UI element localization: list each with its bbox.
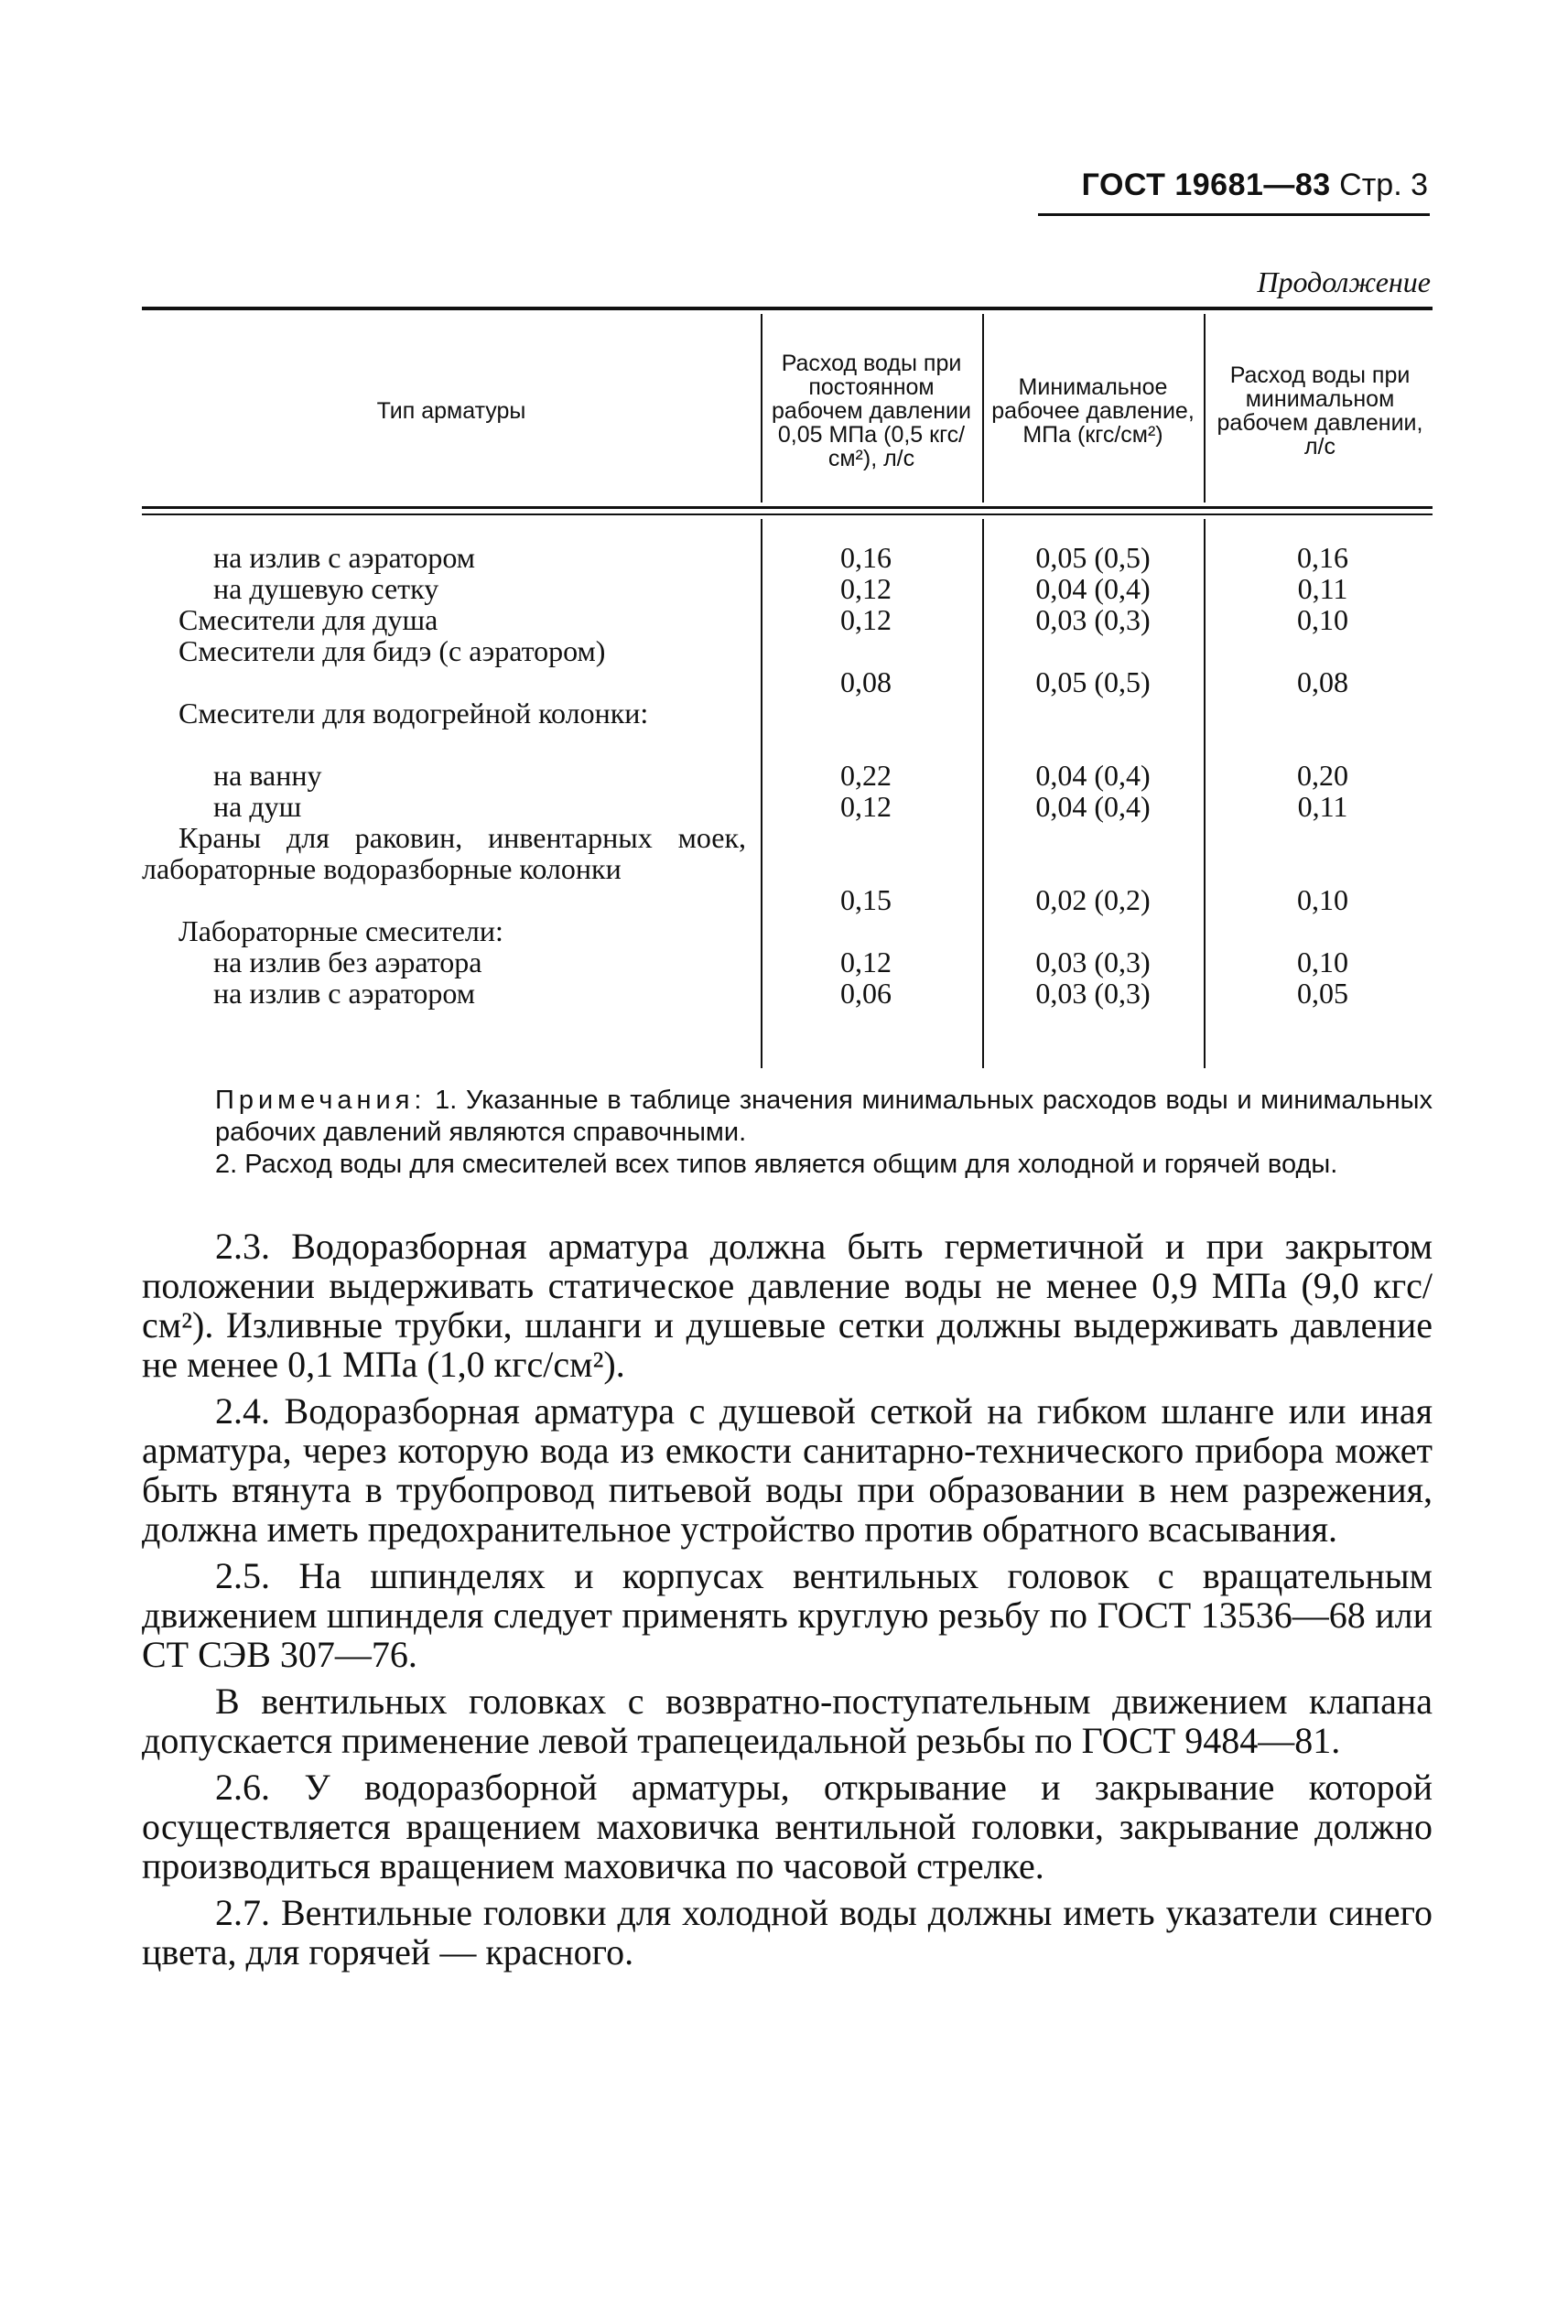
- cell-flow-rate: 0,15: [840, 883, 892, 916]
- cell-min-pressure: 0,02 (0,2): [1035, 883, 1151, 916]
- cell-min-flow: 0,10: [1297, 883, 1348, 916]
- paragraph-2-5: 2.5. На шпинделях и корпусах вентильных головок с вращательным движением шпинделя следует применять круглую резьбу по ГОСТ 13536—68 или СТ СЭВ 307—76.: [142, 1555, 1433, 1675]
- cell-min-pressure: 0,04 (0,4): [1035, 790, 1151, 823]
- col-header-type: Тип арматуры: [376, 398, 526, 424]
- col-divider-3: [1204, 314, 1206, 503]
- cell-min-flow: 0,05: [1297, 977, 1348, 1010]
- cell-flow-rate: 0,08: [840, 665, 892, 698]
- cell-flow-rate: 0,12: [840, 790, 892, 823]
- table-header-rule: [142, 506, 1433, 509]
- cell-flow-rate: 0,22: [840, 759, 892, 792]
- cell-min-pressure: 0,05 (0,5): [1035, 541, 1151, 574]
- cell-min-flow: 0,10: [1297, 946, 1348, 978]
- table-notes: [142, 1085, 1433, 1181]
- row-name: на излив с аэратором: [213, 977, 476, 1010]
- cell-flow-rate: 0,12: [840, 572, 892, 605]
- col-header-min-flow: Расход воды при минимальном рабочем давлении, л/с: [1217, 362, 1423, 459]
- notes-label: Примечания:: [215, 1086, 427, 1115]
- cell-min-flow: 0,20: [1297, 759, 1348, 792]
- table-header-rule-2: [142, 513, 1433, 515]
- cell-min-pressure: 0,05 (0,5): [1035, 665, 1151, 698]
- cell-flow-rate: 0,12: [840, 603, 892, 636]
- cell-min-pressure: 0,03 (0,3): [1035, 946, 1151, 978]
- paragraph-2-3: 2.3. Водоразборная арматура должна быть герметичной и при закрытом положении выдерживать статическое давление воды не менее 0,9 МПа (9,0 кгс/см²). Изливные трубки, шланги и душевые сетки должны выдерживать давление не менее 0,1 МПа (1,0 кгс/см²).: [142, 1226, 1433, 1385]
- col-divider-1: [761, 314, 762, 503]
- cell-min-pressure: 0,03 (0,3): [1035, 603, 1151, 636]
- cell-min-flow: 0,11: [1297, 790, 1348, 823]
- row-name: на душ: [213, 790, 302, 823]
- cell-min-pressure: 0,04 (0,4): [1035, 572, 1151, 605]
- continuation-label: Продолжение: [1257, 265, 1431, 298]
- paragraph-2-5-cont: В вентильных головках с возвратно-поступательным движением клапана допускается применение левой трапецеидальной резьбы по ГОСТ 9484—81.: [142, 1681, 1433, 1761]
- paragraph-2-4: 2.4. Водоразборная арматура с душевой сеткой на гибком шланге или иная арматура, через которую вода из емкости санитарно-технического прибора может быть втянута в трубопровод питьевой воды при образовании в нем разрежения, должна иметь предохранительное устройство против обратного всасывания.: [142, 1390, 1433, 1550]
- paragraph-2-7: 2.7. Вентильные головки для холодной воды должны иметь указатели синего цвета, для горячей — красного.: [142, 1892, 1433, 1973]
- row-name: Краны для раковин, инвентарных моек, лабораторные водоразборные колонки: [142, 821, 746, 885]
- cell-min-pressure: 0,04 (0,4): [1035, 759, 1151, 792]
- table-top-rule: [142, 307, 1433, 310]
- row-name: на ванну: [213, 759, 322, 792]
- cell-flow-rate: 0,16: [840, 541, 892, 574]
- cell-min-pressure: 0,03 (0,3): [1035, 977, 1151, 1010]
- header-rule: [1038, 213, 1430, 216]
- page-header: [1034, 168, 1428, 203]
- cell-flow-rate: 0,12: [840, 946, 892, 978]
- paragraph-2-6: 2.6. У водоразборной арматуры, открывание и закрывание которой осуществляется вращением маховичка вентильной головки, закрывание должно производиться вращением маховичка по часовой стрелке.: [142, 1767, 1433, 1886]
- cell-min-flow: 0,11: [1297, 572, 1348, 605]
- cell-min-flow: 0,08: [1297, 665, 1348, 698]
- col-divider-3-body: [1204, 519, 1206, 1068]
- body-text: [142, 1227, 1433, 1972]
- page-number: Стр. 3: [1339, 168, 1428, 202]
- row-name: на излив с аэратором: [213, 541, 476, 574]
- col-divider-2: [982, 314, 984, 503]
- row-name: Смесители для душа: [178, 603, 438, 636]
- cell-min-flow: 0,16: [1297, 541, 1348, 574]
- note-1: Примечания: 1. Указанные в таблице значения минимальных расходов воды и минимальных рабочих давлений являются справочными.: [215, 1086, 1433, 1147]
- gost-number: ГОСТ 19681—83: [1081, 168, 1331, 202]
- cell-min-flow: 0,10: [1297, 603, 1348, 636]
- row-name: Смесители для бидэ (с аэратором): [178, 634, 606, 667]
- row-name: Лабораторные смесители:: [178, 914, 503, 947]
- row-name: на душевую сетку: [213, 572, 439, 605]
- col-header-min-pressure: Минимальное рабочее давление, МПа (кгс/см²): [991, 374, 1195, 448]
- note-2: 2. Расход воды для смесителей всех типов является общим для холодной и горячей воды.: [215, 1150, 1338, 1179]
- cell-flow-rate: 0,06: [840, 977, 892, 1010]
- row-name: на излив без аэратора: [213, 946, 482, 978]
- flow-rate-table: [142, 307, 1433, 1068]
- row-name: Смесители для водогрейной колонки:: [178, 697, 649, 730]
- col-header-flow-rate: Расход воды при постоянном рабочем давлении 0,05 МПа (0,5 кгс/см²), л/с: [772, 351, 971, 471]
